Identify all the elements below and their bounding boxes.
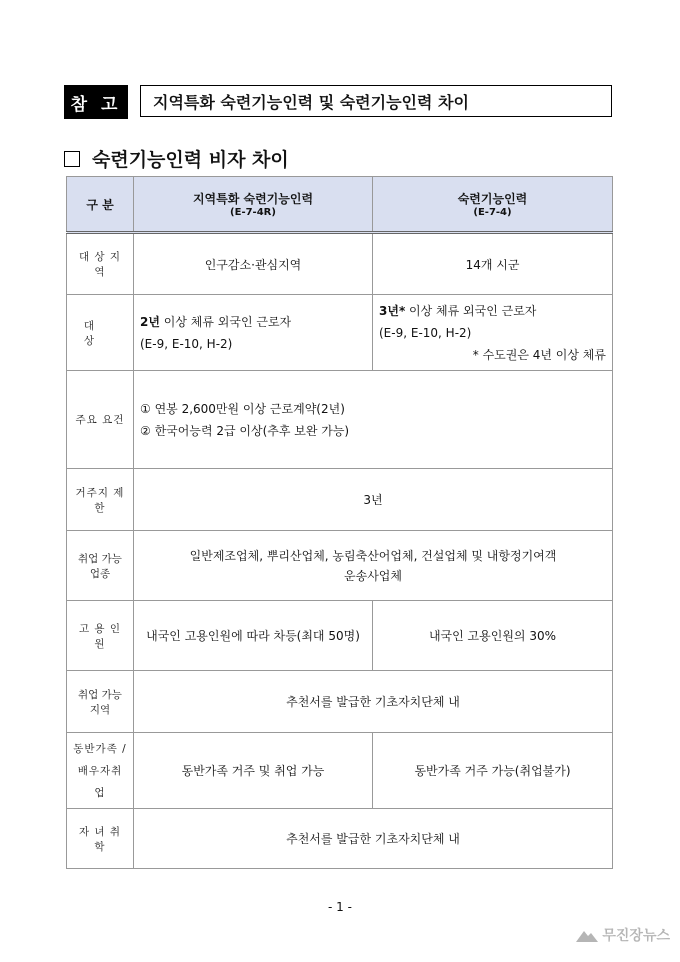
section-title-text: 숙련기능인력 비자 차이 bbox=[92, 149, 289, 171]
row-label-target-region: 대 상 지 역 bbox=[67, 233, 134, 295]
table-row bbox=[67, 531, 613, 601]
reference-title: 지역특화 숙련기능인력 및 숙련기능인력 차이 bbox=[140, 85, 612, 117]
row-label-target: 대 상 bbox=[67, 295, 134, 371]
reference-label: 참 고 bbox=[64, 85, 128, 119]
row-label-family bbox=[67, 733, 134, 809]
target-col1 bbox=[134, 295, 373, 371]
target-col2 bbox=[373, 295, 613, 371]
family-col2: 동반가족 거주 가능(취업불가) bbox=[373, 733, 613, 809]
family-col1: 동반가족 거주 및 취업 가능 bbox=[134, 733, 373, 809]
target-col2-text: 이상 체류 외국인 근로자 bbox=[405, 303, 537, 318]
table-row bbox=[67, 809, 613, 869]
table-row bbox=[67, 469, 613, 531]
watermark-text: 무진장뉴스 bbox=[602, 928, 670, 944]
industries-line-2: 운송사업체 bbox=[344, 568, 402, 583]
header-col2-title: 숙련기능인력 bbox=[457, 192, 528, 206]
row-label-employment: 고 용 인 원 bbox=[67, 601, 134, 671]
table-row bbox=[67, 371, 613, 469]
residence-limit-value: 3년 bbox=[134, 469, 613, 531]
watermark bbox=[576, 925, 670, 945]
target-col1-text: 이상 체류 외국인 근로자 bbox=[159, 314, 292, 329]
requirement-item-2: ② 한국어능력 2급 이상(추후 보완 가능) bbox=[140, 423, 350, 438]
comparison-table bbox=[66, 176, 613, 869]
table-row bbox=[67, 233, 613, 295]
header-col1-code: (E-7-4R) bbox=[230, 207, 276, 218]
header-col1 bbox=[134, 177, 373, 233]
target-col2-visa: (E-9, E-10, H-2) bbox=[379, 325, 472, 340]
work-region-value: 추천서를 발급한 기초자치단체 내 bbox=[134, 671, 613, 733]
page-number: - 1 - bbox=[328, 900, 352, 914]
table-row bbox=[67, 733, 613, 809]
reference-header bbox=[64, 85, 614, 119]
employment-col2: 내국인 고용인원의 30% bbox=[373, 601, 613, 671]
header-category: 구 분 bbox=[67, 177, 134, 233]
employment-col1: 내국인 고용인원에 따라 차등(최대 50명) bbox=[134, 601, 373, 671]
row-label-work-region: 취업 가능지역 bbox=[67, 671, 134, 733]
requirements-content bbox=[134, 371, 613, 469]
header-col2-code: (E-7-4) bbox=[473, 207, 512, 218]
table-row bbox=[67, 601, 613, 671]
target-region-col1: 인구감소·관심지역 bbox=[134, 233, 373, 295]
section-title bbox=[64, 145, 289, 172]
target-region-col2: 14개 시군 bbox=[373, 233, 613, 295]
industries-line-1: 일반제조업체, 뿌리산업체, 농림축산어업체, 건설업체 및 내항정기여객 bbox=[189, 548, 557, 563]
row-label-residence-limit: 거주지 제한 bbox=[67, 469, 134, 531]
industries-content bbox=[134, 531, 613, 601]
requirement-item-1: ① 연봉 2,600만원 이상 근로계약(2년) bbox=[140, 401, 345, 416]
row-label-industries: 취업 가능업종 bbox=[67, 531, 134, 601]
table-row bbox=[67, 671, 613, 733]
target-col1-years: 2년 bbox=[140, 314, 160, 329]
target-col2-years: 3년* bbox=[379, 303, 406, 318]
header-col1-title: 지역특화 숙련기능인력 bbox=[192, 192, 314, 206]
table-row bbox=[67, 295, 613, 371]
row-label-family-line-1: 동반가족 / bbox=[73, 742, 127, 755]
checkbox-icon bbox=[64, 151, 80, 167]
row-label-requirements: 주요 요건 bbox=[67, 371, 134, 469]
target-col1-visa: (E-9, E-10, H-2) bbox=[140, 336, 233, 351]
children-value: 추천서를 발급한 기초자치단체 내 bbox=[134, 809, 613, 869]
row-label-children: 자 녀 취 학 bbox=[67, 809, 134, 869]
row-label-family-line-2: 배우자취업 bbox=[77, 764, 123, 799]
target-col2-note: * 수도권은 4년 이상 체류 bbox=[472, 347, 606, 362]
header-col2 bbox=[373, 177, 613, 233]
table-header-row bbox=[67, 177, 613, 233]
mountain-icon bbox=[576, 928, 598, 942]
